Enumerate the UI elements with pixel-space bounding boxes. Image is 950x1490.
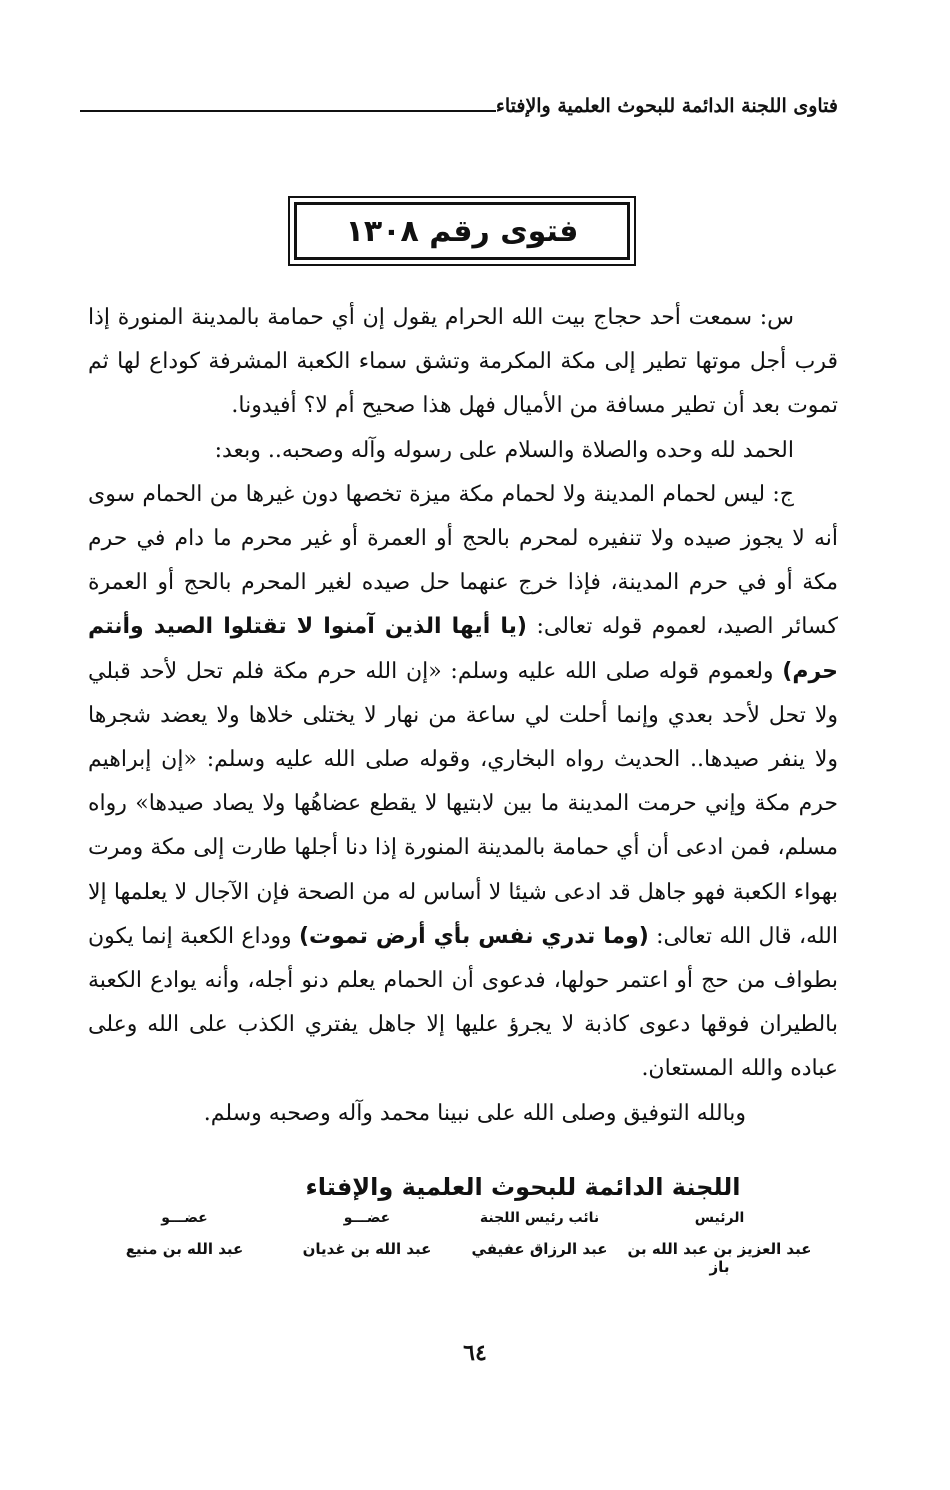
answer-paragraph: [88, 473, 838, 1092]
answer-text-1: ج: ليس لحمام المدينة ولا لحمام مكة ميزة تخصها دون غيرها من الحمام سوى أنه لا يجوز صيده ولا تنفيره لمحرم بالحج أو العمرة أو غير محرم ما دام في حرم مكة أو في حرم المدينة، فإذا خرج عنهما حل صيده لغير المحرم بالحج أو العمرة كسائر الصيد، لعموم قوله تعالى:: [88, 481, 838, 640]
praise-paragraph: الحمد لله وحده والصلاة والسلام على رسوله وآله وصحبه.. وبعد:: [214, 437, 794, 463]
signatory-role: عضـــو: [343, 1210, 391, 1226]
signatories: [88, 1210, 812, 1276]
signatory-role: نائب رئيس اللجنة: [479, 1210, 600, 1226]
fatwa-heading: فتوى رقم ١٣٠٨: [294, 202, 630, 260]
answer-text-3: ووداع الكعبة إنما يكون بطواف من حج أو اعتمر حولها، فدعوى أن الحمام يعلم دنو أجله، وأنه يوادع الكعبة بالطيران فوقها دعوى كاذبة لا يجرؤ عليها إلا جاهل يفتري الكذب على الله وعلى عباده والله المستعان.: [88, 923, 838, 1082]
signatory-role: الرئيس: [694, 1210, 745, 1226]
closing-paragraph: وبالله التوفيق وصلى الله على نبينا محمد وآله وصحبه وسلم.: [203, 1100, 746, 1126]
quran-verse-2: (وما تدري نفس بأي أرض تموت): [298, 923, 649, 949]
running-header-title: فتاوى اللجنة الدائمة للبحوث العلمية والإفتاء: [495, 95, 838, 117]
signatory-role: عضـــو: [161, 1210, 208, 1226]
fatwa-body: [88, 296, 838, 1136]
quran-verse-1: (يا أيها الذين آمنوا لا تقتلوا الصيد وأنتم حرم): [88, 614, 838, 684]
signatory-name: عبد الله بن منيع: [125, 1240, 244, 1258]
header-rule: [80, 110, 496, 112]
answer-text-2: ولعموم قوله صلى الله عليه وسلم: «إن الله حرم مكة فلم تحل لأحد قبلي ولا تحل لأحد بعدي وإنما أحلت لي ساعة من نهار لا يختلى خلاها ولا يعضد شجرها ولا ينفر صيدها.. الحديث رواه البخاري، وقوله صلى الله عليه وسلم: «إن إبراهيم حرم مكة وإني حرمت المدينة ما بين لابتيها لا يقطع عضاهُها ولا يصاد صيدها» رواه مسلم، فمن ادعى أن أي حمامة بالمدينة المنورة إذا دنا أجلها طارت إلى مكة ومرت بهواء الكعبة فهو جاهل قد ادعى شيئا لا أساس له من الصحة فإن الآجال لا يعلمها إلا الله، قال الله تعالى:: [88, 658, 838, 949]
signatory-name: عبد العزيز بن عبد الله بن باز: [627, 1240, 812, 1276]
committee-name: اللجنة الدائمة للبحوث العلمية والإفتاء: [305, 1173, 741, 1201]
running-header: [80, 88, 838, 118]
question-paragraph: س: سمعت أحد حجاج بيت الله الحرام يقول إن أي حمامة بالمدينة المنورة إذا قرب أجل موتها تطير إلى مكة المكرمة وتشق سماء الكعبة المشرفة كوداع لها ثم تموت بعد أن تطير مسافة من الأميال فهل هذا صحيح أم لا؟ أفيدونا.: [88, 305, 838, 419]
signatory-name: عبد الله بن غديان: [302, 1240, 432, 1258]
fatwa-heading-box: [288, 196, 636, 266]
page-number: ٦٤: [463, 1340, 487, 1366]
signatory-name: عبد الرزاق عفيفي: [471, 1240, 608, 1258]
